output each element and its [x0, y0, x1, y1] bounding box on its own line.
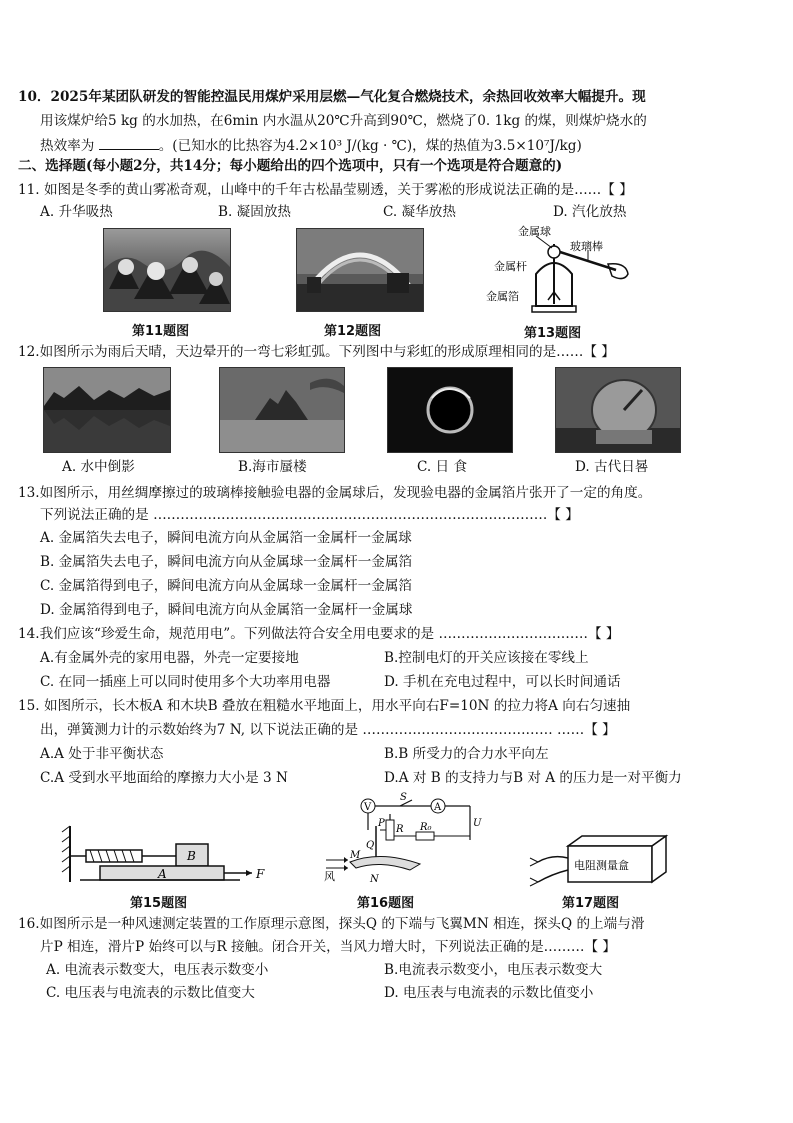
q15-option-b: B.B 所受力的合力水平向左: [384, 746, 549, 762]
fig13-label-ball: 金属球: [518, 225, 551, 238]
q10-line3-post: 。(已知水的比热容为4.2×10³ J/(kg · ℃)，煤的热值为3.5×10⁷J/kg): [158, 138, 582, 154]
q11-option-d: D. 汽化放热: [553, 204, 627, 220]
fig16-label-s: S: [400, 792, 407, 803]
q16-stem-line2: 片P 相连，滑片P 始终可以与R 接触。闭合开关，当风力增大时，下列说法正确的是………【 】: [40, 939, 616, 955]
fig13-electroscope-diagram: [476, 222, 636, 318]
fig13-label-stem: 金属杆: [494, 260, 527, 273]
fig16-label-p: P: [378, 818, 385, 829]
fig16-label-v: V: [364, 802, 372, 813]
q13-stem-line1: 13.如图所示，用丝绸摩擦过的玻璃棒接触验电器的金属球后，发现验电器的金属箔片张开了一定的角度。: [18, 485, 652, 501]
q13-option-b: B. 金属箔失去电子，瞬间电流方向从金属球一金属杆一金属箔: [40, 554, 413, 570]
fig16-label-m: M: [350, 850, 361, 861]
q10-line3-pre: 热效率为: [40, 138, 95, 154]
fig16-caption: 第16题图: [357, 896, 415, 911]
q15-option-c: C.A 受到水平地面给的摩擦力大小是 3 N: [40, 770, 288, 786]
fig15-label-b: B: [187, 849, 196, 863]
q13-option-a: A. 金属箔失去电子，瞬间电流方向从金属箔一金属杆一金属球: [40, 530, 412, 546]
fig13-label-foil: 金属箔: [486, 290, 519, 303]
q12-photo-mirage: [219, 367, 345, 453]
q12-photo-reflection: [43, 367, 171, 453]
fig17-resistance-box-diagram: [524, 832, 674, 890]
q15-option-d: D.A 对 B 的支持力与B 对 A 的压力是一对平衡力: [384, 770, 682, 786]
q10-line3: [40, 135, 582, 156]
q12-photo-sundial: [555, 367, 681, 453]
q12-stem: 12.如图所示为雨后天晴，天边晕开的一弯七彩虹弧。下列图中与彩虹的形成原理相同的是……【 】: [18, 344, 615, 360]
fig16-label-u: U: [473, 818, 482, 829]
q12-photo-eclipse: [387, 367, 513, 453]
fig16-label-am: A: [434, 802, 442, 813]
q15-stem-line1: 15. 如图所示，长木板A 和木块B 叠放在粗糙水平地面上，用水平向右F=10N 的拉力将A 向右匀速抽: [18, 698, 631, 714]
fig11-caption: 第11题图: [132, 324, 190, 339]
fig17-caption: 第17题图: [562, 896, 620, 911]
fig16-label-r0: R₀: [420, 822, 432, 833]
q14-option-c: C. 在同一插座上可以同时使用多个大功率用电器: [40, 674, 331, 690]
q12-option-b: B.海市蜃楼: [238, 459, 307, 475]
fig11-rime-photo: [103, 228, 231, 312]
fig13-caption: 第13题图: [524, 326, 582, 341]
q16-option-d: D. 电压表与电流表的示数比值变小: [384, 985, 594, 1001]
q10-line1: 10．2025年某团队研发的智能控温民用煤炉采用层燃—气化复合燃烧技术，余热回收效率大幅提升。现: [18, 89, 646, 105]
q14-option-b: B.控制电灯的开关应该接在零线上: [384, 650, 589, 666]
fig12-caption: 第12题图: [324, 324, 382, 339]
q10-answer-blank[interactable]: [99, 135, 159, 150]
fig15-label-f: F: [256, 867, 265, 881]
fig15-label-a: A: [158, 867, 167, 881]
q16-stem-line1: 16.如图所示是一种风速测定装置的工作原理示意图，探头Q 的下端与飞翼MN 相连，探头Q 的上端与滑: [18, 916, 645, 932]
q13-stem-line2: 下列说法正确的是 ……………………………………………………………………………【 】: [40, 507, 579, 523]
q12-option-d: D. 古代日晷: [575, 459, 649, 475]
q10-line2: 用该煤炉给5 kg 的水加热，在6min 内水温从20℃升高到90℃，燃烧了0. 1kg 的煤，则煤炉烧水的: [40, 113, 647, 129]
q11-option-a: A. 升华吸热: [40, 204, 113, 220]
q11-stem: 11. 如图是冬季的黄山雾凇奇观，山峰中的千年古松晶莹剔透，关于雾凇的形成说法正确的是……【 】: [18, 182, 633, 198]
fig16-label-wind: 风: [324, 870, 335, 883]
q12-option-a: A. 水中倒影: [62, 459, 135, 475]
q14-option-a: A.有金属外壳的家用电器，外壳一定要接地: [40, 650, 299, 666]
section-2-heading: 二、选择题(每小题2分，共14分；每小题给出的四个选项中，只有一个选项是符合题意的): [18, 158, 563, 174]
fig15-caption: 第15题图: [130, 896, 188, 911]
q12-option-c: C. 日 食: [417, 459, 468, 475]
q13-option-c: C. 金属箔得到电子，瞬间电流方向从金属球一金属杆一金属箔: [40, 578, 412, 594]
q16-option-b: B.电流表示数变小，电压表示数变大: [384, 962, 603, 978]
q11-option-b: B. 凝固放热: [218, 204, 292, 220]
fig16-wind-circuit-diagram: [320, 790, 480, 890]
q11-option-c: C. 凝华放热: [383, 204, 456, 220]
fig17-box-label: 电阻测量盒: [574, 859, 629, 872]
fig16-label-q: Q: [366, 840, 375, 851]
q13-option-d: D. 金属箔得到电子，瞬间电流方向从金属箔一金属杆一金属球: [40, 602, 413, 618]
fig12-rainbow-photo: [296, 228, 424, 312]
q15-option-a: A.A 处于非平衡状态: [40, 746, 164, 762]
q15-stem-line2: 出，弹簧测力计的示数始终为7 N, 以下说法正确的是 …………………………………… ……【 】: [40, 722, 616, 738]
fig13-label-rod: 玻璃棒: [570, 240, 603, 253]
q16-option-c: C. 电压表与电流表的示数比值变大: [46, 985, 255, 1001]
fig15-board-block-diagram: [60, 818, 270, 890]
fig16-label-n: N: [370, 874, 379, 885]
q14-stem: 14.我们应该“珍爱生命，规范用电”。下列做法符合安全用电要求的是 ……………………………【 】: [18, 626, 620, 642]
fig16-label-r: R: [396, 824, 404, 835]
q14-option-d: D. 手机在充电过程中，可以长时间通话: [384, 674, 621, 690]
q16-option-a: A. 电流表示数变大，电压表示数变小: [46, 962, 269, 978]
